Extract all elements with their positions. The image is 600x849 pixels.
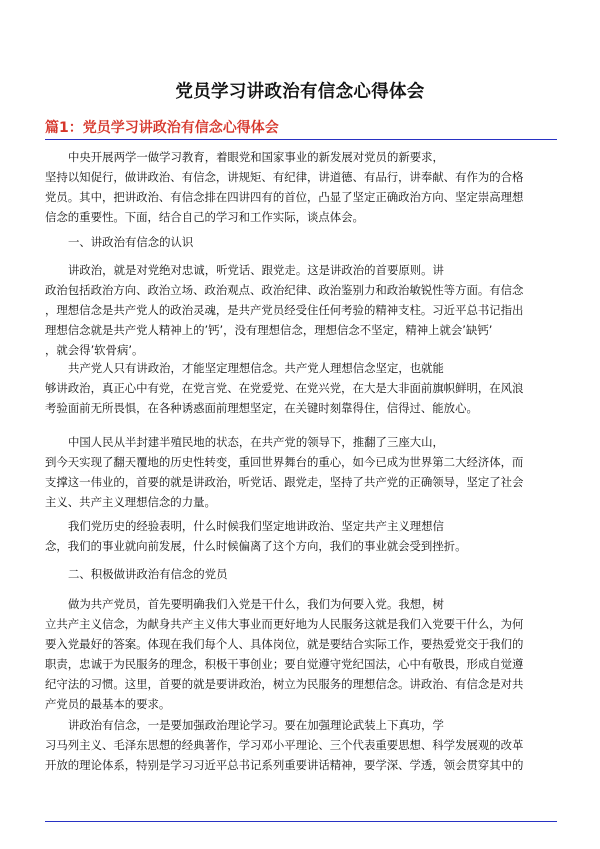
text-line: 讲政治，就是对党绝对忠诚，听党话、跟党走。这是讲政治的首要原则。讲 xyxy=(68,263,444,277)
text-line: 念，我们的事业就向前发展，什么时候偏离了这个方向，我们的事业就会受到挫折。 xyxy=(45,539,467,553)
text-line: 主义、共产主义理想信念的力量。 xyxy=(45,495,216,509)
text-line: 考验面前无所畏惧，在各种诱惑面前理想坚定，在关键时刻靠得住，信得过、能放心。 xyxy=(45,401,478,415)
text-line: 共产党人只有讲政治，才能坚定理想信念。共产党人理想信念坚定，也就能 xyxy=(68,361,444,375)
section-heading-1 xyxy=(45,232,565,252)
text-line: 我们党历史的经验表明，什么时候我们坚定地讲政治、坚定共产主义理想信 xyxy=(68,519,444,533)
text-line: 信念的重要性。下面，结合自己的学习和工作实际，谈点体会。 xyxy=(45,210,364,224)
text-line: 政治包括政治方向、政治立场、政治观点、政治纪律、政治鉴别力和政治敏锐性等方面。有信念 xyxy=(45,283,524,297)
text-line: 做为共产党员，首先要明确我们入党是干什么，我们为何要入党。我想，树 xyxy=(68,597,444,611)
text-line: 产党员的最基本的要求。 xyxy=(45,697,171,711)
text-line: 职责，忠诚于为民服务的理念，积极干事创业；要自觉遵守党纪国法，心中有敬畏，形成自觉遵 xyxy=(45,657,524,671)
section-heading: 二、积极做讲政治有信念的党员 xyxy=(68,567,228,581)
text-line: 到今天实现了翻天覆地的历史性转变，重回世界舞台的重心，如今已成为世界第二大经济体，而 xyxy=(45,455,524,469)
section-heading: 一、讲政治有信念的认识 xyxy=(68,235,194,249)
text-line: 纪守法的习惯。这里，首要的就是要讲政治，树立为民服务的理想信念。讲政治、有信念是对共 xyxy=(45,677,524,691)
text-line: 讲政治有信念，一是要加强政治理论学习。要在加强理论武装上下真功，学 xyxy=(68,718,444,732)
paragraph-experience xyxy=(45,516,565,556)
text-line: 立共产主义信念，为献身共产主义伟大事业而更好地为人民服务这就是我们入党要干什么，为何 xyxy=(45,617,524,631)
paragraph-belief xyxy=(45,358,565,418)
text-line: 坚持以知促行，做讲政治、有信念，讲规矩、有纪律，讲道德、有品行，讲奉献、有作为的合格 xyxy=(45,170,524,184)
section-heading-2 xyxy=(45,564,565,584)
paragraph-politics xyxy=(45,260,565,360)
article-subtitle: 篇1：党员学习讲政治有信念心得体会 xyxy=(45,120,279,136)
paragraph-study xyxy=(45,715,565,775)
text-line: 中央开展两学一做学习教育，着眼党和国家事业的新发展对党员的新要求， xyxy=(68,150,444,164)
text-line: 够讲政治，真正心中有党，在党言党、在党爱党、在党兴党，在大是大非面前旗帜鲜明，在风浪 xyxy=(45,381,524,395)
paragraph-history xyxy=(45,432,565,512)
text-line: 开放的理论体系，特别是学习习近平总书记系列重要讲话精神，要学深、学透，领会贯穿其中的 xyxy=(45,758,524,772)
document-title: 党员学习讲政治有信念心得体会 xyxy=(175,82,425,102)
text-line: 要入党最好的答案。体现在我们每个人、具体岗位，就是要结合实际工作，要热爱党交于我们的 xyxy=(45,637,524,651)
text-line: ，就会得’软骨病’。 xyxy=(45,343,144,357)
text-line: 理想信念就是共产党人精神上的’钙’，没有理想信念，理想信念不坚定，精神上就会’缺钙’ xyxy=(45,323,493,337)
paragraph-member xyxy=(45,594,565,714)
paragraph-intro xyxy=(45,147,565,227)
text-line: 支撑这一伟业的，首要的就是讲政治，听党话、跟党走，坚持了共产党的正确领导，坚定了社会 xyxy=(45,475,524,489)
text-line: 中国人民从半封建半殖民地的状态，在共产党的领导下，推翻了三座大山， xyxy=(68,435,444,449)
text-line: 习马列主义、毛泽东思想的经典著作，学习邓小平理论、三个代表重要思想、科学发展观的改革 xyxy=(45,738,524,752)
text-line: ，理想信念是共产党人的政治灵魂，是共产党员经受住任何考验的精神支柱。习近平总书记指出 xyxy=(45,303,524,317)
text-line: 党员。其中，把讲政治、有信念排在四讲四有的首位，凸显了坚定正确政治方向、坚定崇高理想 xyxy=(45,190,524,204)
top-divider xyxy=(45,139,557,140)
bottom-divider xyxy=(45,821,557,822)
